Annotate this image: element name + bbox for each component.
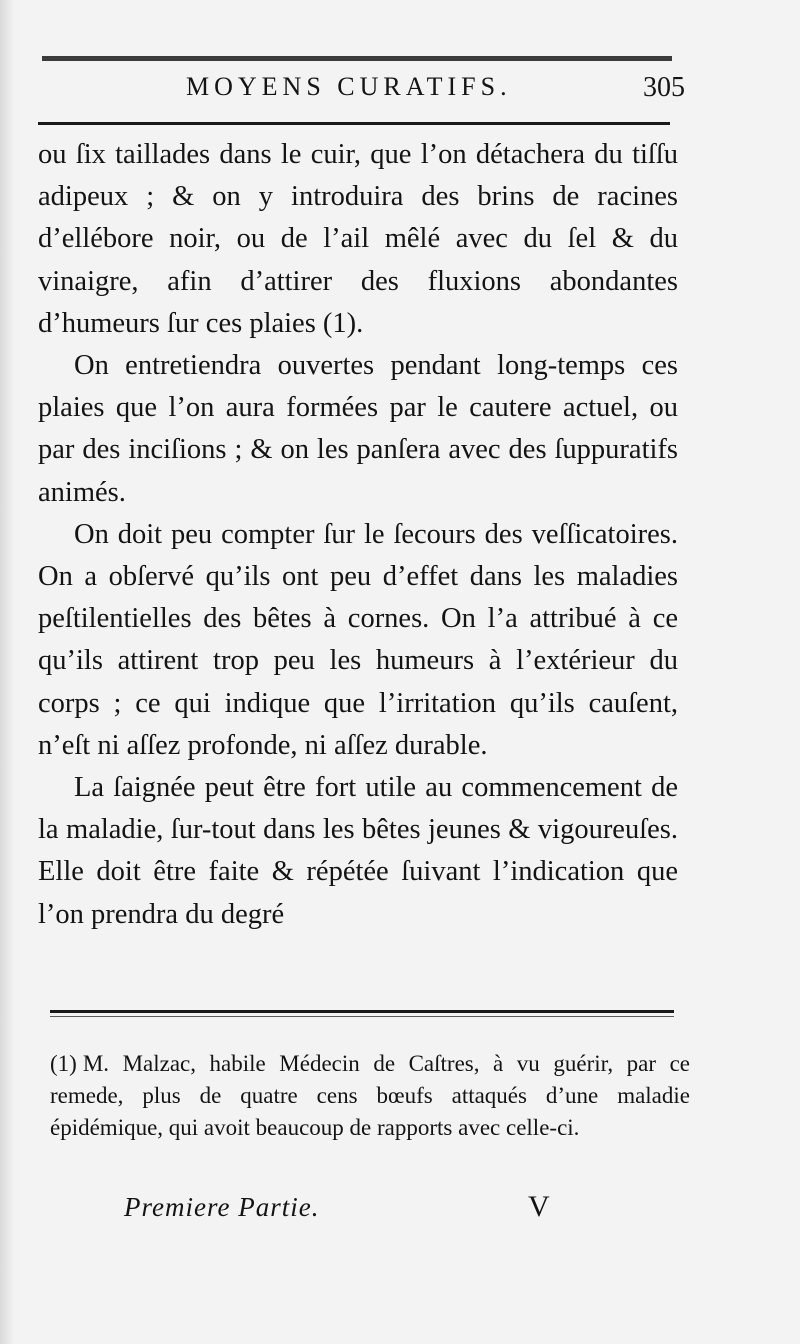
header-rule-top	[42, 56, 672, 61]
main-text	[38, 134, 678, 936]
page-number: 305	[643, 72, 685, 103]
paragraph: On doit peu compter ſur le ſecours des veſſicatoires. On a obſervé qu’ils ont peu d’effet dans les maladies peſtilentielles des bêtes à cornes. On l’a attribué à ce qu’ils attirent trop peu les humeurs à l’extérieur du corps ; ce qui indique que l’irritation qu’ils cauſent, n’eſt ni aſſez profonde, ni aſſez durable.	[38, 518, 678, 761]
footnote-text: M. Malzac, habile Médecin de Caſtres, à vu guérir, par ce remede, plus de quatre cens bœufs attaqués d’une maladie épidémique, qui avoit beaucoup de rapports avec celle-ci.	[50, 1051, 690, 1140]
footnote-rule	[50, 1010, 674, 1013]
paragraph-continued: ou ſix taillades dans le cuir, que l’on détachera du tiſſu adipeux ; & on y introduira des brins de racines d’ellébore noir, ou de l’ail mêlé avec du ſel & du vinaigre, afin d’attirer des fluxions abondantes d’humeurs ſur ces plaies (1).	[38, 139, 678, 339]
footnote	[50, 1048, 690, 1144]
signature-letter: V	[528, 1190, 550, 1223]
page-gutter-shadow	[0, 0, 14, 1344]
header-rule-bottom	[38, 122, 670, 125]
running-title: MOYENS CURATIFS.	[186, 72, 512, 101]
footnote-rule-thin	[50, 1016, 674, 1017]
footnote-marker: (1)	[50, 1051, 77, 1076]
paragraph: La ſaignée peut être fort utile au commencement de la maladie, ſur-tout dans les bêtes jeunes & vigoureuſes. Elle doit être faite & répétée ſuivant l’indication que l’on prendra du degré	[38, 772, 678, 930]
paragraph: On entretiendra ouvertes pendant long-temps ces plaies que l’on aura formées par le cautere actuel, ou par des inciſions ; & on les panſera avec des ſuppuratifs animés.	[38, 350, 678, 508]
signature-part: Premiere Partie.	[124, 1192, 320, 1222]
